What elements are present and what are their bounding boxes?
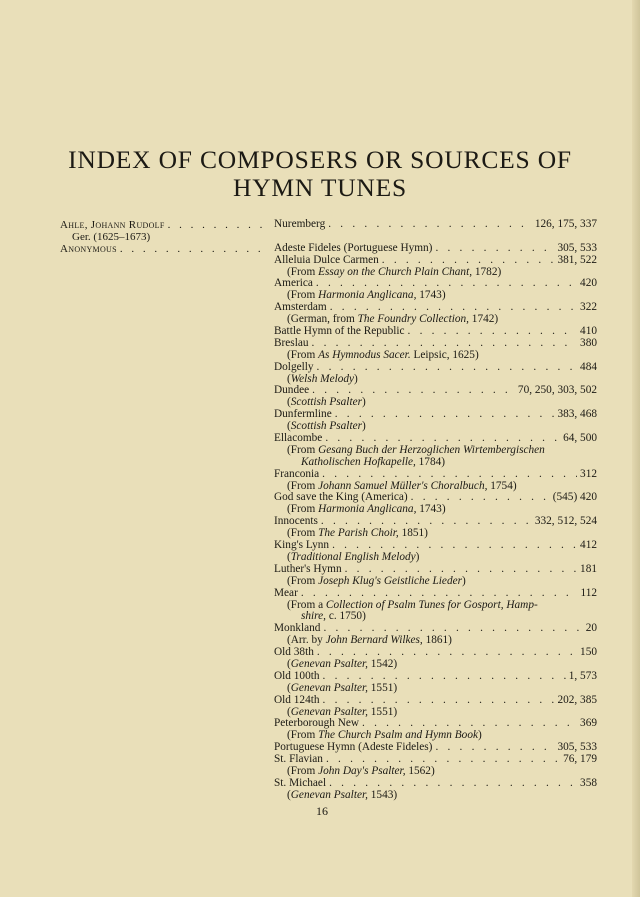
tune-name: Amsterdam <box>274 301 327 314</box>
tune-pages: 150 <box>580 646 597 659</box>
tune-source <box>274 790 597 802</box>
dot-leader <box>435 742 554 754</box>
tune-pages: 64, 500 <box>563 432 597 445</box>
composer-entry <box>60 243 268 255</box>
tune-name: Portuguese Hymn (Adeste Fideles) <box>274 741 433 754</box>
source-title: Genevan Psalter, <box>290 705 368 718</box>
blank-line <box>274 231 597 243</box>
tune-name: Breslau <box>274 336 309 349</box>
source-text: ( <box>287 681 291 694</box>
source-text: (From <box>287 764 319 777</box>
source-title: Scottish Psalter <box>290 420 362 433</box>
source-text: 1784) <box>415 455 446 468</box>
tune-pages: 484 <box>580 360 597 373</box>
source-title: Essay on the Church Plain Chant, <box>318 265 473 278</box>
tune-pages: 369 <box>580 717 597 730</box>
source-title: John Day's Psalter, <box>318 764 406 777</box>
tune-source <box>274 635 597 647</box>
tune-pages: 181 <box>580 562 597 575</box>
tune-source <box>274 683 597 695</box>
tune-name: Ellacombe <box>274 432 323 445</box>
tune-name: Franconia <box>274 467 320 480</box>
source-text: 1743) <box>416 289 446 302</box>
source-text: 1542) <box>367 657 398 670</box>
source-text: (From <box>287 729 319 742</box>
dot-leader <box>328 219 532 231</box>
source-text: ) <box>362 396 366 409</box>
source-text: (From <box>287 348 319 361</box>
source-text: 1754) <box>487 479 517 492</box>
tune-name: Old 38th <box>274 646 314 659</box>
source-title: Collection of Psalm Tunes for Gosport, Hamp- <box>325 598 538 611</box>
source-text: c. 1750) <box>326 610 366 623</box>
source-title: Johann Samuel Müller's Choralbuch, <box>318 479 488 492</box>
composer-name: Anonymous <box>60 242 117 255</box>
source-text: (From a <box>287 598 326 611</box>
tune-name: Adeste Fideles (Portuguese Hymn) <box>274 241 433 254</box>
tune-name: Luther's Hymn <box>274 562 342 575</box>
tune-name: Monkland <box>274 622 321 635</box>
source-text: (German, from <box>287 313 358 326</box>
source-text: (From <box>287 503 319 516</box>
source-text: (From <box>287 443 319 456</box>
source-text: 1861) <box>422 634 452 647</box>
dot-leader <box>408 326 578 338</box>
source-title: The Parish Choir, <box>318 527 399 540</box>
composer-dates: Ger. (1625–1673) <box>72 231 151 243</box>
tune-name: King's Lynn <box>274 539 330 552</box>
tune-pages: 112 <box>580 586 597 599</box>
page-title <box>60 146 580 202</box>
source-text: 1551) <box>367 705 398 718</box>
source-text: ( <box>287 657 291 670</box>
source-title: shire, <box>301 610 326 623</box>
tune-name: Old 124th <box>274 693 320 706</box>
tune-name: Old 100th <box>274 669 320 682</box>
tune-name: St. Michael <box>274 776 327 789</box>
tune-pages: 76, 179 <box>563 753 597 766</box>
source-title: As Hymnodus Sacer. <box>318 348 411 361</box>
source-title: The Foundry Collection, <box>357 313 469 326</box>
page-edge <box>632 0 640 897</box>
title-line-1: INDEX OF COMPOSERS OR SOURCES OF <box>68 145 572 174</box>
tune-name: Peterborough New <box>274 717 360 730</box>
source-text: ) <box>415 550 420 563</box>
source-text: ( <box>287 788 291 801</box>
tune-pages: 358 <box>580 776 597 789</box>
tune-pages: 381, 522 <box>557 253 597 266</box>
tune-pages: 126, 175, 337 <box>534 218 597 230</box>
tune-column <box>274 219 597 802</box>
tune-pages: 410 <box>580 325 597 338</box>
tune-name: America <box>274 277 313 290</box>
tune-name: Nuremberg <box>274 218 326 230</box>
dot-leader <box>168 219 268 231</box>
source-title: Joseph Klug's Geistliche Lieder <box>318 574 462 587</box>
source-text: ) <box>354 372 358 385</box>
tune-pages: 332, 512, 524 <box>534 515 597 528</box>
source-title: Welsh Melody <box>290 372 355 385</box>
source-text: 1851) <box>398 527 428 540</box>
source-title: Katholischen Hofkapelle, <box>301 455 416 468</box>
source-title: Harmonia Anglicana, <box>318 503 417 516</box>
composer-entry <box>60 219 268 243</box>
source-text: (Arr. by <box>287 634 326 647</box>
source-text: Leipsic, 1625) <box>410 348 479 361</box>
source-text: (From <box>287 527 319 540</box>
source-text: 1742) <box>468 313 499 326</box>
source-text: 1743) <box>416 503 446 516</box>
source-text: ( <box>287 396 291 409</box>
source-title: Harmonia Anglicana, <box>318 289 417 302</box>
source-text: 1543) <box>367 788 398 801</box>
tune-source <box>274 421 597 433</box>
source-title: The Church Psalm and Hymn Book <box>318 729 478 742</box>
source-title: Gesang Buch der Herzoglichen Wirtembergischen <box>318 443 545 456</box>
tune-pages: 420 <box>580 277 597 290</box>
source-title: Genevan Psalter, <box>290 657 368 670</box>
source-text: ) <box>462 574 466 587</box>
tune-pages: 383, 468 <box>557 408 597 421</box>
source-title: Genevan Psalter, <box>290 788 368 801</box>
source-title: Genevan Psalter, <box>290 681 368 694</box>
tune-source <box>274 659 597 671</box>
tune-pages: 322 <box>580 301 597 314</box>
dot-leader <box>120 243 268 255</box>
source-text: (From <box>287 289 319 302</box>
tune-name: Dunfermline <box>274 408 332 421</box>
tune-pages: 380 <box>580 336 597 349</box>
tune-name: Alleluia Dulce Carmen <box>274 253 379 266</box>
page-number: 16 <box>316 804 328 818</box>
tune-name: Battle Hymn of the Republic <box>274 325 405 338</box>
source-text: (From <box>287 265 319 278</box>
tune-pages: 312 <box>580 467 597 480</box>
tune-source <box>274 457 597 469</box>
tune-pages: 412 <box>580 539 597 552</box>
tune-entry <box>274 326 597 338</box>
tune-name: Mear <box>274 586 298 599</box>
tune-pages: (545) 420 <box>552 491 597 504</box>
source-text: (From <box>287 574 319 587</box>
tune-source <box>274 350 597 362</box>
source-text: 1562) <box>405 764 435 777</box>
dot-leader <box>435 243 554 255</box>
tune-pages: 305, 533 <box>557 241 597 254</box>
tune-name: Dolgelly <box>274 360 314 373</box>
source-title: Scottish Psalter <box>290 396 362 409</box>
source-text: ) <box>478 729 482 742</box>
source-text: ( <box>287 420 291 433</box>
source-text: ( <box>287 550 291 563</box>
tune-pages: 1, 573 <box>568 669 597 682</box>
tune-entry <box>274 219 597 231</box>
source-text: ( <box>287 372 291 385</box>
source-title: Traditional English Melody <box>290 550 416 563</box>
tune-name: God save the King (America) <box>274 491 408 504</box>
source-text: ( <box>287 705 291 718</box>
dot-leader <box>335 409 555 421</box>
tune-source <box>274 267 597 279</box>
tune-pages: 70, 250, 303, 502 <box>517 384 597 397</box>
source-text: (From <box>287 479 319 492</box>
source-title: John Bernard Wilkes, <box>325 634 423 647</box>
tune-source <box>274 611 597 623</box>
source-text: 1551) <box>367 681 398 694</box>
source-text: 1782) <box>472 265 502 278</box>
tune-name: Dundee <box>274 384 310 397</box>
title-line-2: HYMN TUNES <box>233 173 407 202</box>
tune-name: St. Flavian <box>274 753 323 766</box>
tune-source <box>274 576 597 588</box>
tune-name: Innocents <box>274 515 318 528</box>
tune-pages: 20 <box>585 622 597 635</box>
tune-pages: 305, 533 <box>557 741 597 754</box>
composer-name: Ahle, Johann Rudolf <box>60 219 165 231</box>
tune-entry <box>274 243 597 255</box>
source-text: ) <box>362 420 366 433</box>
tune-pages: 202, 385 <box>557 693 597 706</box>
